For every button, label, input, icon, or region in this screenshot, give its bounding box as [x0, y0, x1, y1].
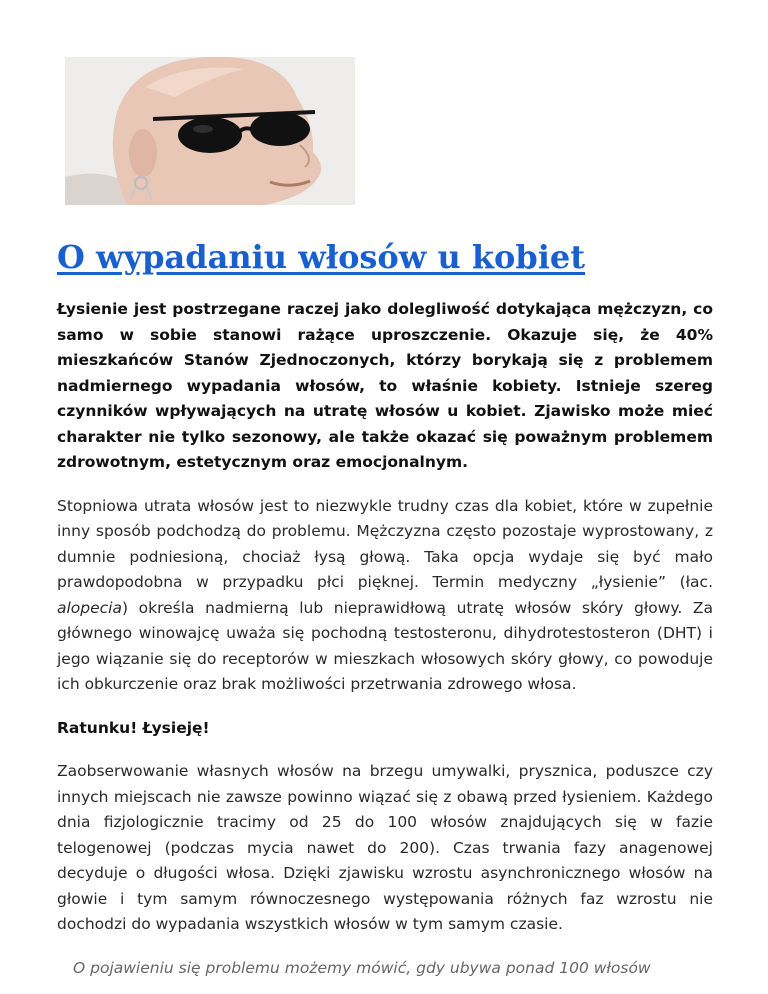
- article-title-link[interactable]: O wypadaniu włosów u kobiet: [57, 238, 586, 276]
- paragraph-1-text-before: Stopniowa utrata włosów jest to niezwykle trudny czas dla kobiet, które w zupełnie inny sposób podchodzą do problemu. Mężczyzna często pozostaje wyprostowany, z dumnie podniesioną, chociaż łysą głową. Taka opcja wydaje się być mało prawdopodobna w przypadku płci pięknej. Termin medyczny „łysienie” (łac.: [57, 496, 713, 591]
- article-photo: [65, 57, 355, 205]
- article-paragraph-2: Zaobserwowanie własnych włosów na brzegu umywalki, prysznica, poduszce czy innych miejscach nie zawsze powinno wiązać się z obawą przed łysieniem. Każdego dnia fizjologicznie tracimy od 25 do 100 włosów znajdujących się w fazie telogenowej (podczas mycia nawet do 200). Czas trwania fazy anagenowej decyduje o długości włosa. Dzięki zjawisku wzrostu asynchronicznego włosów na głowie i tym samym równoczesnego występowania różnych faz wzrostu nie dochodzi do wypadania wszystkich włosów w tym samym czasie.: [57, 762, 713, 933]
- article-paragraph-1: [57, 494, 713, 698]
- article-body: [57, 297, 713, 981]
- paragraph-1-text-after: ) określa nadmierną lub nieprawidłową utratę włosów skóry głowy. Za głównego winowajcę uważa się pochodną testosteronu, dihydrotestosteron (DHT) i jego wiązanie się do receptorów w mieszkach włosowych skóry głowy, co powoduje ich obkurczenie oraz brak możliwości przetrwania zdrowego włosa.: [57, 598, 713, 693]
- pull-quote: O pojawieniu się problemu możemy mówić, gdy ubywa ponad 100 włosów: [73, 958, 651, 977]
- bald-woman-sunglasses-image: [65, 57, 355, 205]
- article-lead: Łysienie jest postrzegane raczej jako dolegliwość dotykająca mężczyzn, co samo w sobie stanowi rażące uproszczenie. Okazuje się, że 40% mieszkańców Stanów Zjednoczonych, którzy borykają się z problemem nadmiernego wypadania włosów, to właśnie kobiety. Istnieje szereg czynników wpływających na utratę włosów u kobiet. Zjawisko może mieć charakter nie tylko sezonowy, ale także okazać się poważnym problemem zdrowotnym, estetycznym oraz emocjonalnym.: [57, 300, 713, 471]
- section-heading: Ratunku! Łysieję!: [57, 718, 210, 737]
- latin-term: alopecia: [57, 598, 122, 617]
